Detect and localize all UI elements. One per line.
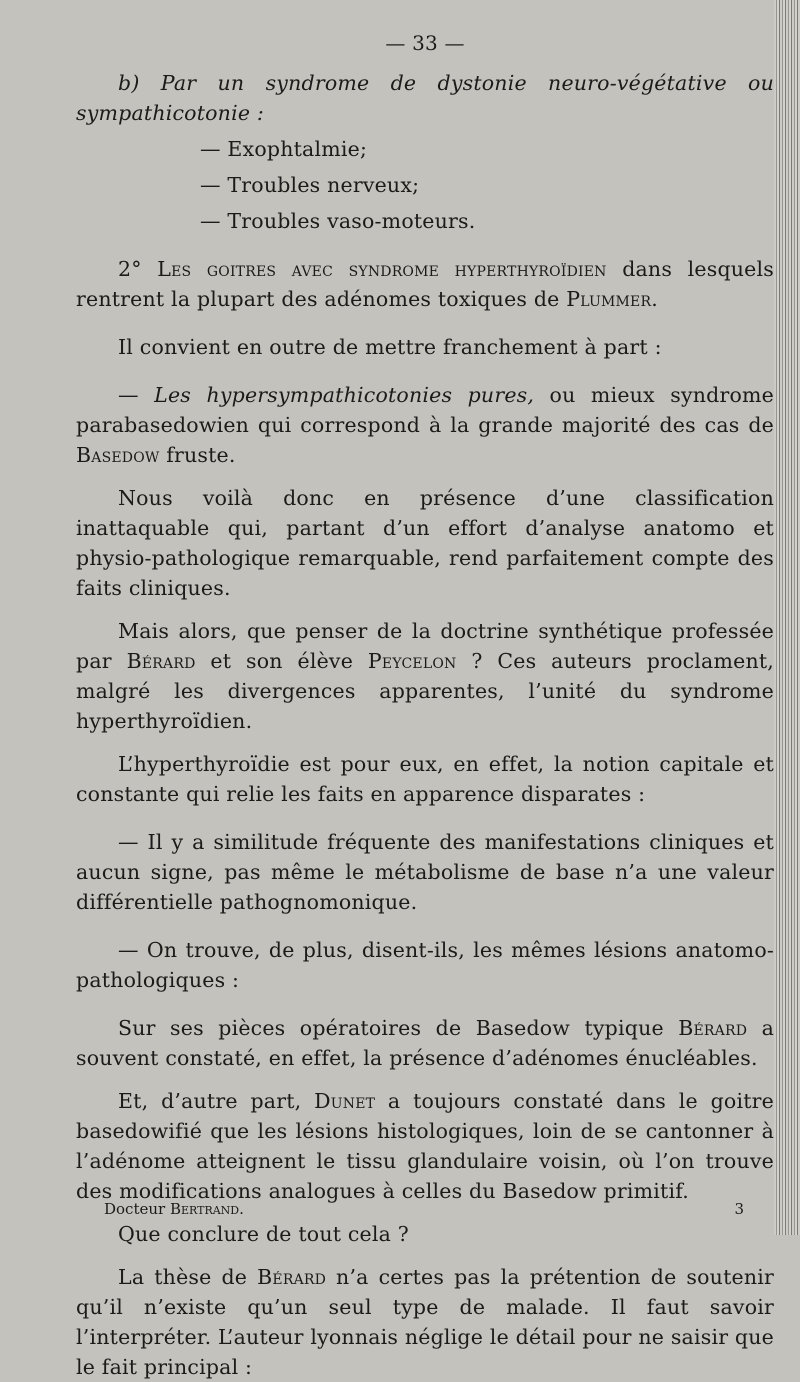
paragraph-text: Sur ses pièces opératoires de Basedow typique — [118, 1016, 679, 1040]
page-body — [76, 28, 774, 1382]
footer-author-name: Bertrand — [169, 1200, 240, 1218]
paragraph-end: fruste. — [159, 443, 236, 467]
paragraph-text: ou mieux syndrome parabasedowien qui correspond à la grande majorité des cas de — [76, 383, 774, 437]
section-b-lead: b) — [118, 71, 161, 95]
paragraph-text: ? Ces auteurs proclament, malgré les divergences apparentes, l’unité du syndrome hyperthyroïdien. — [76, 649, 774, 733]
section-2-text: dans lesquels rentrent la plupart des adénomes toxiques de — [76, 257, 774, 311]
paragraph-convient: Il convient en outre de mettre franchement à part : — [118, 335, 662, 359]
list-item: — Troubles vaso-moteurs. — [200, 209, 476, 233]
paragraph-text: a souvent constaté, en effet, la présence d’adénomes énucléables. — [76, 1016, 774, 1070]
section-2-paragraph — [76, 254, 774, 314]
page-number: — 33 — — [385, 31, 465, 55]
paragraph-classification: Nous voilà donc en présence d’une classification inattaquable qui, partant d’un effort d’analyse anatomo et physio-pathologique remarquable, rend parfaitement compte des faits cliniques. — [76, 486, 774, 600]
paragraph-these — [76, 1262, 774, 1382]
author-name-berard: Bérard — [678, 1016, 748, 1040]
section-2-end: . — [651, 287, 658, 311]
paragraph-text: a toujours constaté dans le goitre basedowifié que les lésions histologiques, loin de se cantonner à l’adénome atteignent le tissu glandulaire voisin, où l’on trouve des modifications analogues à celles du Basedow primitif. — [76, 1089, 774, 1203]
author-name-dunet: Dunet — [314, 1089, 376, 1113]
section-2-heading: Les goitres avec syndrome hyperthyroïdien — [157, 257, 607, 281]
author-name-plummer: Plummer — [566, 287, 652, 311]
author-name-basedow: Basedow — [76, 443, 160, 467]
paragraph-dunet — [76, 1086, 774, 1206]
section-2-number: 2° — [118, 257, 158, 281]
footer-author-prefix: Docteur — [104, 1200, 170, 1218]
paragraph-similitude: — Il y a similitude fréquente des manifestations cliniques et aucun signe, pas même le métabolisme de base n’a une valeur différentielle pathognomonique. — [76, 830, 774, 914]
section-b-heading — [76, 68, 774, 128]
paragraph-pieces — [76, 1013, 774, 1073]
footer-sheet-number: 3 — [734, 1200, 744, 1218]
footer-author-end: . — [239, 1200, 244, 1218]
paragraph-text: La thèse de — [118, 1265, 258, 1289]
paragraph-doctrine — [76, 616, 774, 736]
author-name-berard: Bérard — [257, 1265, 327, 1289]
section-b-title: Par un syndrome de dystonie neuro-végétative ou sympathicotonie : — [76, 71, 774, 125]
author-name-berard: Bérard — [126, 649, 196, 673]
italic-term: Les hypersympathicotonies pures, — [154, 383, 535, 407]
paragraph-text: Mais alors, que penser de la doctrine synthétique professée par — [76, 619, 774, 673]
paragraph-hyperthyroidie: L’hyperthyroïdie est pour eux, en effet, la notion capitale et constante qui relie les faits en apparence disparates : — [76, 752, 774, 806]
dash: — — [118, 383, 155, 407]
book-page-edge — [774, 0, 800, 1235]
list-item: — Exophtalmie; — [200, 137, 368, 161]
paragraph-text: et son élève — [195, 649, 368, 673]
paragraph-text: Et, d’autre part, — [118, 1089, 315, 1113]
paragraph-text: n’a certes pas la prétention de soutenir qu’il n’existe qu’un seul type de malade. Il faut savoir l’interpréter. L’auteur lyonnais néglige le détail pour ne saisir que le fait principal : — [76, 1265, 774, 1379]
footer-author — [104, 1200, 244, 1218]
paragraph-lesions: — On trouve, de plus, disent-ils, les mêmes lésions anatomo-pathologiques : — [76, 938, 774, 992]
author-name-peycelon: Peycelon — [367, 649, 457, 673]
paragraph-conclure: Que conclure de tout cela ? — [118, 1222, 409, 1246]
page-footer — [104, 1200, 744, 1218]
paragraph-hypersympathicotonies — [76, 380, 774, 470]
list-item: — Troubles nerveux; — [200, 173, 420, 197]
